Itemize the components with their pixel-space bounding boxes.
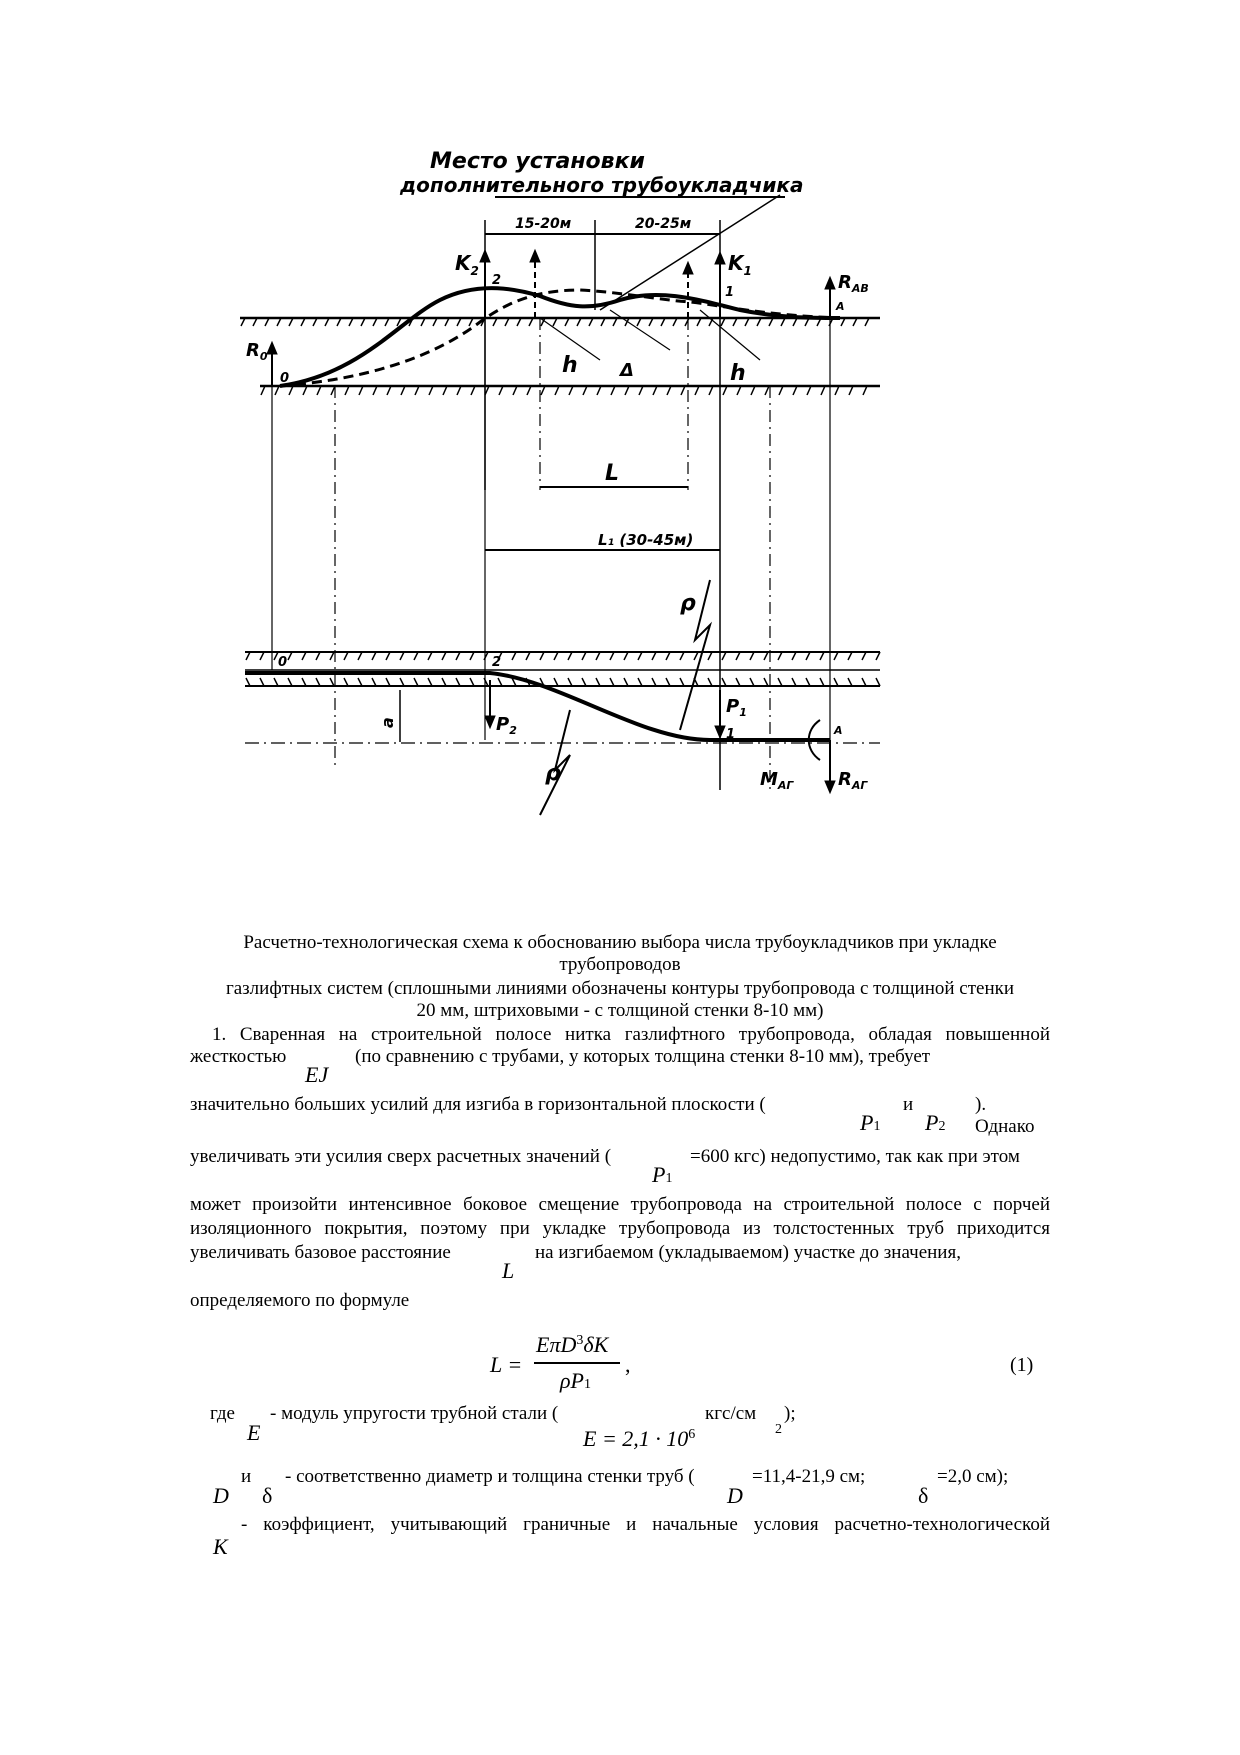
hatch-tick: [359, 386, 363, 395]
plan-point-A: A: [834, 724, 843, 737]
hatch-tick: [680, 678, 684, 686]
hatch-tick: [708, 678, 712, 686]
math-D-second: D: [727, 1483, 743, 1508]
hatch-tick: [806, 678, 810, 686]
math-P2: P2: [925, 1110, 946, 1135]
hatch-tick: [442, 678, 446, 686]
formula-number: (1): [1010, 1354, 1034, 1376]
hatch-tick: [568, 652, 572, 660]
hatch-tick: [428, 678, 432, 686]
where-g2d: =2,0 см);: [937, 1466, 1009, 1487]
hatch-tick: [778, 652, 782, 660]
pipe-profile-solid: [280, 288, 840, 386]
hatch-tick: [387, 386, 391, 395]
hatch-tick: [569, 386, 573, 395]
math-L: L: [502, 1258, 515, 1283]
hatch-tick: [442, 652, 446, 660]
hatch-tick: [666, 652, 670, 660]
hatch-tick: [470, 678, 474, 686]
hatch-tick: [723, 386, 727, 395]
hatch-tick: [302, 652, 306, 660]
label-a: a: [378, 717, 397, 728]
hatch-tick: [344, 652, 348, 660]
para1-line8: определяемого по формуле: [190, 1290, 410, 1311]
hatch-tick: [317, 386, 321, 395]
point-1: 1: [725, 285, 735, 300]
hatch-tick: [708, 652, 712, 660]
para1-line1: 1. Сваренная на строительной полосе нитка газлифтного трубопровода, обладая повышенной: [212, 1024, 1050, 1045]
hatch-tick: [722, 678, 726, 686]
hatch-tick: [429, 386, 433, 395]
plan-point-0: 0: [278, 655, 288, 670]
hatch-tick: [330, 678, 334, 686]
math-P1: P1: [860, 1110, 881, 1135]
hatch-tick: [443, 386, 447, 395]
plan-point-1: 1: [726, 727, 736, 742]
para1-line3: значительно больших усилий для изгиба в горизонтальной плоскости ( и ). Однако: [190, 1094, 1035, 1137]
math-delta-second: δ: [918, 1483, 929, 1508]
hatch-tick: [582, 678, 586, 686]
hatch-tick: [792, 652, 796, 660]
hatch-tick: [820, 678, 824, 686]
para1-line7: увеличивать базовое расстояние на изгибаемом (укладываемом) участке до значения,: [190, 1242, 961, 1263]
ground-hatching: [241, 318, 880, 686]
hatch-tick: [764, 652, 768, 660]
math-P1-second: P1: [652, 1162, 673, 1187]
hatch-tick: [667, 386, 671, 395]
hatch-tick: [793, 386, 797, 395]
hatch-tick: [555, 386, 559, 395]
hatch-tick: [863, 386, 867, 395]
hatch-tick: [876, 678, 880, 686]
where-g3b: - коэффициент, учитывающий граничные и начальные условия расчетно-технологической: [241, 1514, 1050, 1535]
hatch-tick: [358, 678, 362, 686]
math-E: E: [247, 1420, 261, 1445]
para1-line6: изоляционного покрытия, поэтому при укладке трубопровода из толстостенных труб приходится: [190, 1218, 1050, 1239]
hatch-tick: [722, 652, 726, 660]
figure-title-line2: дополнительного трубоукладчика: [400, 173, 804, 197]
hatch-tick: [848, 678, 852, 686]
hatch-tick: [526, 652, 530, 660]
hatch-tick: [807, 386, 811, 395]
hatch-tick: [666, 678, 670, 686]
dim-top-left: 15-20м: [515, 216, 572, 232]
hatch-tick: [737, 386, 741, 395]
hatch-tick: [554, 678, 558, 686]
label-K2: $K_2$: [455, 251, 479, 278]
dim-L1: L₁ (30-45м): [598, 531, 694, 549]
hatch-tick: [849, 386, 853, 395]
hatch-tick: [288, 678, 292, 686]
hatch-tick: [750, 678, 754, 686]
hatch-tick: [260, 678, 264, 686]
label-RAG: $R_{AГ}$: [838, 769, 868, 792]
hatch-tick: [330, 652, 334, 660]
hatch-tick: [625, 386, 629, 395]
hatch-tick: [680, 652, 684, 660]
hatch-tick: [246, 678, 250, 686]
hatch-tick: [751, 386, 755, 395]
label-rho-bottom: ρ: [545, 761, 561, 786]
calculation-scheme-figure: [240, 150, 1000, 930]
hatch-tick: [806, 652, 810, 660]
where-g1c: кгс/см: [705, 1403, 757, 1424]
math-delta: δ: [262, 1483, 273, 1508]
hatch-tick: [541, 386, 545, 395]
hatch-tick: [652, 678, 656, 686]
hatch-tick: [834, 652, 838, 660]
hatch-tick: [652, 652, 656, 660]
hatch-tick: [289, 386, 293, 395]
hatch-tick: [750, 652, 754, 660]
hatch-tick: [709, 386, 713, 395]
math-E-value: $E = 2,1 \cdot 10^6$: [583, 1426, 696, 1451]
hatch-tick: [596, 678, 600, 686]
hatch-tick: [764, 678, 768, 686]
hatch-tick: [778, 678, 782, 686]
hatch-tick: [820, 652, 824, 660]
formula-1: L = EπD$^3$δK ρP1 ,: [490, 1332, 631, 1393]
hatch-tick: [386, 678, 390, 686]
where-g1b: - модуль упругости трубной стали (: [270, 1403, 559, 1424]
hatch-tick: [765, 386, 769, 395]
hatch-tick: [792, 678, 796, 686]
hatch-tick: [261, 386, 265, 395]
figure-title-line1: Место установки: [430, 150, 645, 174]
hatch-tick: [456, 652, 460, 660]
label-RAB: $R_{AB}$: [838, 272, 869, 295]
label-h-right: h: [730, 361, 746, 386]
hatch-tick: [288, 652, 292, 660]
hatch-tick: [401, 386, 405, 395]
math-K: K: [213, 1534, 228, 1559]
where-g1d: );: [784, 1403, 796, 1424]
label-P2: $P_2$: [496, 714, 517, 737]
hatch-tick: [695, 386, 699, 395]
hatch-tick: [246, 652, 250, 660]
hatch-tick: [470, 652, 474, 660]
hatch-tick: [540, 652, 544, 660]
hatch-tick: [876, 652, 880, 660]
hatch-tick: [821, 386, 825, 395]
hatch-tick: [736, 652, 740, 660]
hatch-tick: [848, 652, 852, 660]
where-g2and: и: [241, 1466, 252, 1487]
hatch-tick: [624, 678, 628, 686]
para1-line2: жесткостью (по сравнению с трубами, у которых толщина стенки 8-10 мм), требует: [190, 1046, 931, 1067]
hatch-tick: [331, 386, 335, 395]
hatch-tick: [568, 678, 572, 686]
hatch-tick: [583, 386, 587, 395]
label-rho-top: ρ: [680, 591, 696, 616]
hatch-tick: [513, 386, 517, 395]
hatch-tick: [834, 678, 838, 686]
hatch-tick: [428, 652, 432, 660]
dim-top-right: 20-25м: [635, 216, 692, 232]
hatch-tick: [275, 386, 279, 395]
label-delta: Δ: [620, 360, 634, 381]
plan-point-2: 2: [492, 655, 502, 670]
hatch-tick: [372, 652, 376, 660]
hatch-tick: [694, 652, 698, 660]
hatch-tick: [373, 386, 377, 395]
hatch-tick: [302, 678, 306, 686]
figure-caption-line1: Расчетно-технологическая схема к обоснованию выбора числа трубоукладчиков при укладке: [243, 932, 997, 953]
hatch-tick: [512, 652, 516, 660]
para1-line5: может произойти интенсивное боковое смещение трубопровода на строительной полосе с порчей: [190, 1194, 1050, 1215]
hatch-tick: [653, 386, 657, 395]
hatch-tick: [414, 652, 418, 660]
label-K1: $K_1$: [728, 251, 752, 278]
hatch-tick: [596, 652, 600, 660]
label-h-left: h: [562, 353, 578, 378]
hatch-tick: [456, 678, 460, 686]
hatch-tick: [400, 678, 404, 686]
where-g1a: где: [210, 1403, 235, 1424]
hatch-tick: [638, 678, 642, 686]
hatch-tick: [610, 678, 614, 686]
figure-caption-line3: газлифтных систем (сплошными линиями обозначены контуры трубопровода с толщиной стенки: [225, 978, 1015, 999]
where-g2c: =11,4-21,9 см;: [752, 1466, 866, 1487]
hatch-tick: [499, 386, 503, 395]
where-g1sup: 2: [775, 1422, 782, 1437]
hatch-tick: [386, 652, 390, 660]
math-D: D: [213, 1483, 229, 1508]
hatch-tick: [624, 652, 628, 660]
hatch-tick: [414, 678, 418, 686]
hatch-tick: [372, 678, 376, 686]
hatch-tick: [471, 386, 475, 395]
hatch-tick: [835, 386, 839, 395]
hatch-tick: [639, 386, 643, 395]
hatch-tick: [358, 652, 362, 660]
hatch-tick: [597, 386, 601, 395]
hatch-tick: [681, 386, 685, 395]
figure-caption-line2: трубопроводов: [559, 954, 681, 975]
hatch-tick: [610, 652, 614, 660]
dim-L: L: [605, 461, 620, 486]
where-g2b: - соответственно диаметр и толщина стенки труб (: [285, 1466, 695, 1487]
hatch-tick: [527, 386, 531, 395]
point-A: A: [836, 300, 845, 313]
hatch-tick: [498, 678, 502, 686]
hatch-tick: [344, 678, 348, 686]
hatch-tick: [345, 386, 349, 395]
label-MAG: $M_{AГ}$: [760, 769, 794, 792]
hatch-tick: [554, 652, 558, 660]
hatch-tick: [862, 678, 866, 686]
point-0: 0: [280, 371, 290, 386]
hatch-tick: [862, 652, 866, 660]
hatch-tick: [736, 678, 740, 686]
hatch-tick: [303, 386, 307, 395]
figure-caption-line4: 20 мм, штриховыми - с толщиной стенки 8-10 мм): [416, 1000, 824, 1021]
hatch-tick: [415, 386, 419, 395]
label-P1: $P_1$: [726, 696, 747, 719]
hatch-tick: [611, 386, 615, 395]
hatch-tick: [316, 652, 320, 660]
hatch-tick: [274, 678, 278, 686]
label-R0: $R_0$: [246, 340, 268, 363]
hatch-tick: [582, 652, 586, 660]
point-2: 2: [492, 273, 502, 288]
hatch-tick: [638, 652, 642, 660]
hatch-tick: [260, 652, 264, 660]
hatch-tick: [457, 386, 461, 395]
hatch-tick: [779, 386, 783, 395]
hatch-tick: [316, 678, 320, 686]
math-EJ: EJ: [305, 1062, 329, 1087]
para1-line4: увеличивать эти усилия сверх расчетных значений ( =600 кгс) недопустимо, так как при этом: [190, 1146, 1020, 1167]
hatch-tick: [400, 652, 404, 660]
